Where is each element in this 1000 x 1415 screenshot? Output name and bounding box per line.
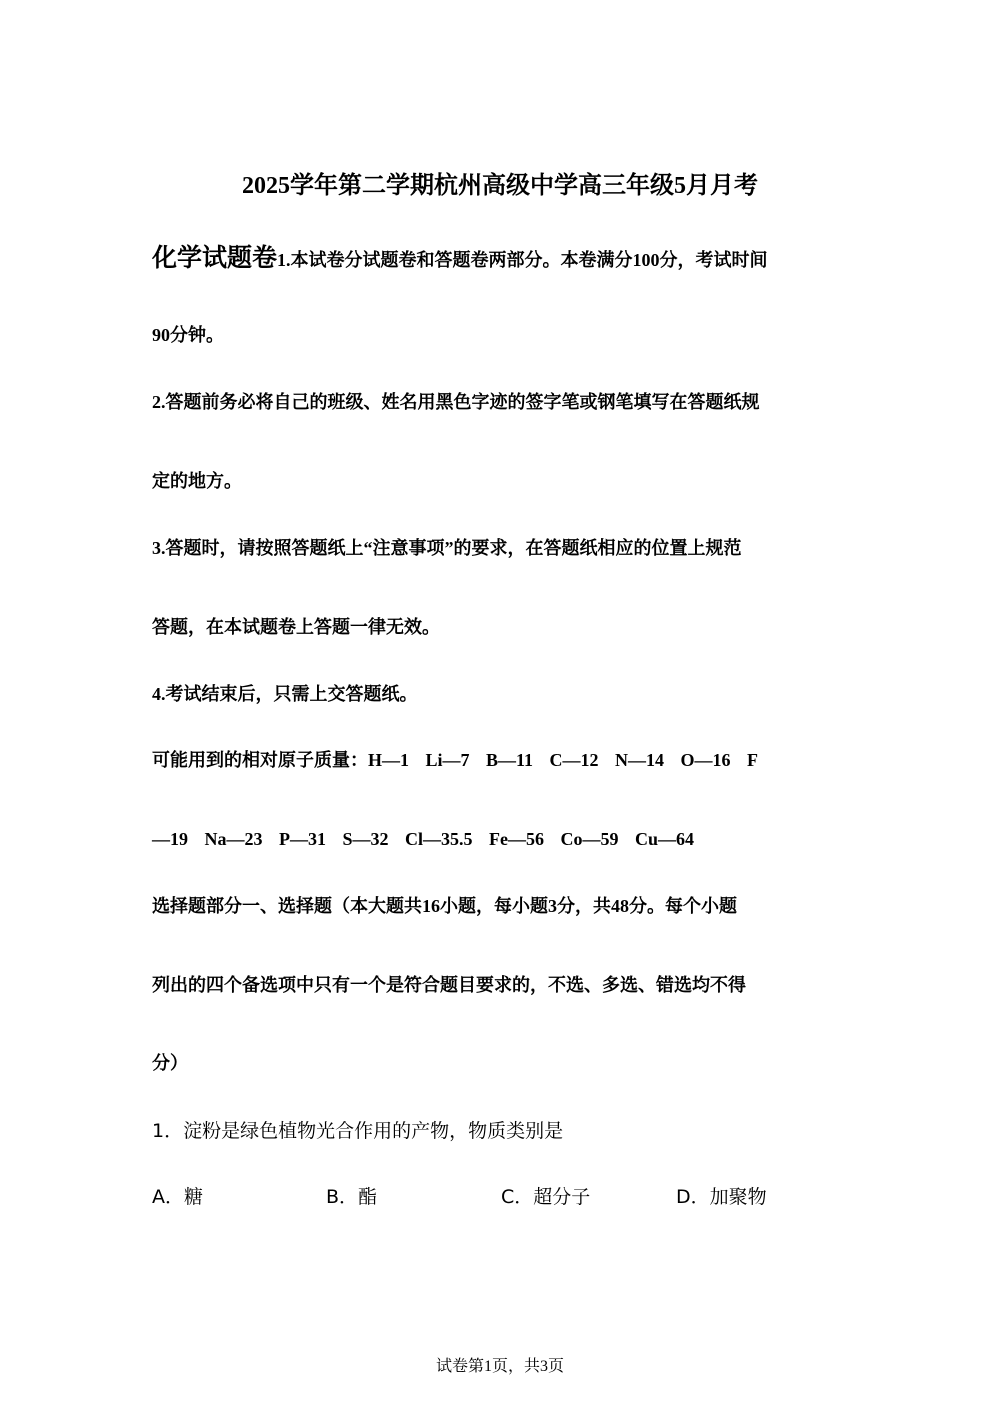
question-1-options [0,1184,1000,1210]
section-heading-line-1: 选择题部分一、选择题（本大题共16小题，每小题3分，共48分。每个小题 [152,896,737,916]
option-c: C．超分子 [501,1186,591,1208]
atomic-masses-line-2: —19 Na—23 P—31 S—32 Cl—35.5 Fe—56 Co—59 Cu—64 [152,829,694,849]
section-heading-line-3: 分） [152,1053,188,1073]
option-d: D．加聚物 [676,1186,767,1208]
option-a: A．糖 [152,1186,203,1208]
instruction-2-line-2: 定的地方。 [152,471,242,491]
instruction-3-line-1: 3.答题时，请按照答题纸上“注意事项”的要求，在答题纸相应的位置上规范 [152,538,742,558]
instruction-1-part-2: 90分钟。 [152,325,224,345]
exam-subject-title: 化学试题卷 [152,243,278,272]
section-heading-line-2: 列出的四个备选项中只有一个是符合题目要求的，不选、多选、错选均不得 [152,975,746,995]
atomic-masses-line-1: 可能用到的相对原子质量：H—1 Li—7 B—11 C—12 N—14 O—16 F [152,750,759,770]
instruction-3-line-2: 答题，在本试题卷上答题一律无效。 [152,617,440,637]
instruction-4: 4.考试结束后，只需上交答题纸。 [152,684,418,704]
option-b: B．酯 [326,1186,378,1208]
page-footer: 试卷第1页，共3页 [435,1358,564,1375]
instruction-1-part-1: 1.本试卷分试题卷和答题卷两部分。本卷满分100分，考试时间 [277,250,768,270]
subtitle-row [152,238,768,274]
exam-title: 2025学年第二学期杭州高级中学高三年级5月月考 [242,173,758,199]
question-1-stem: 1．淀粉是绿色植物光合作用的产物，物质类别是 [152,1120,564,1142]
instruction-2-line-1: 2.答题前务必将自己的班级、姓名用黑色字迹的签字笔或钢笔填写在答题纸规 [152,392,760,412]
